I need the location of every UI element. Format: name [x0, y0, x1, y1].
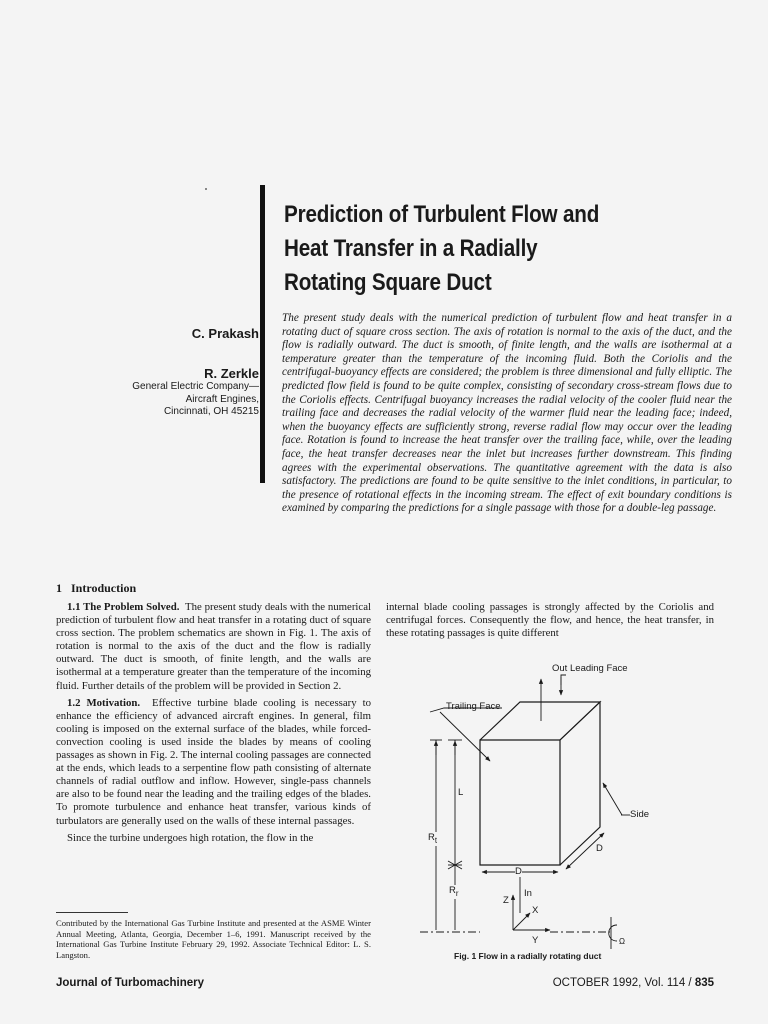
- title-rule: [260, 185, 265, 483]
- affiliation-line: General Electric Company—: [132, 381, 259, 392]
- duct-front-face: [480, 740, 560, 865]
- label-r: R: [449, 885, 456, 896]
- abstract: The present study deals with the numerical prediction of turbulent flow and heat transfer in a rotating duct of square cross section. The axis of rotation is normal to the axis of the duct, and the flow is radially outward. The duct is smooth, of finite length, and the walls are isothermal at a temperature greater than the temperature of the incoming fluid. Both the Coriolis and the centrifugal-buoyancy effects are considered; the problem is three dimensional and fully elliptic. The predicted flow field is found to be quite complex, consisting of secondary cross-stream flows due to the Coriolis effects. Centrifugal buoyancy increases the radial velocity of the cooler fluid near the trailing face and decreases the radial velocity of the warmer fluid near the leading face; indeed, when the buoyancy effects are sufficiently strong, reverse radial flow may occur over the leading face. Rotation is found to increase the heat transfer over the trailing face, while, over the leading face, the heat transfer decreases near the inlet but increases further downstream. This finding agrees with the experimental observations. The quantitative agreement with the data is also satisfactory. The predictions are found to be quite sensitive to the inlet conditions, in particular, to the presence of rotational effects in the incoming stream. The effect of exit boundary conditions is examined by comparing the predictions for a single passage with those for a double-leg passage.: [282, 312, 732, 515]
- section-number: 1: [56, 581, 62, 595]
- label-leading-face: Leading Face: [570, 663, 628, 674]
- label-side: Side: [630, 809, 650, 820]
- label-omega: Ω: [619, 937, 625, 946]
- body-left-column: [56, 601, 371, 845]
- footnote: Contributed by the International Gas Turbine Institute and presented at the ASME Winter Annual Meeting, Atlanta, Georgia, December 1–6, 1991. Manuscript received by the International Gas Turbine Institute February 29, 1992. Associate Technical Editor: L. S. Langston.: [56, 918, 371, 960]
- paragraph-heading: 1.2 Motivation.: [67, 696, 141, 709]
- issue-info: [553, 977, 714, 989]
- label-x-axis: X: [532, 905, 539, 916]
- title-line: Prediction of Turbulent Flow and: [284, 201, 600, 228]
- section-heading: [56, 581, 136, 596]
- journal-name: Journal of Turbomachinery: [56, 977, 205, 989]
- author-prakash: C. Prakash: [191, 326, 259, 341]
- label-d-depth: D: [596, 843, 603, 854]
- label-z-axis: Z: [503, 895, 509, 906]
- label-r-root: [449, 885, 459, 899]
- title-line: Heat Transfer in a Radially: [284, 235, 538, 262]
- paragraph-heading: 1.1 The Problem Solved.: [67, 601, 180, 613]
- body-right-column: internal blade cooling passages is strongly affected by the Coriolis and centrifugal forces. Consequently the flow, and hence, the heat transfer, in these rotating passages is quite different: [386, 601, 714, 640]
- paragraph: [56, 601, 371, 693]
- label-r: R: [428, 832, 435, 843]
- footnote-rule: [56, 912, 128, 913]
- paragraph-text: Effective turbine blade cooling is necessary to enhance the efficiency of advanced aircraft engines. In general, film cooling is imposed on the external surface of the blades, while forced-convection cooling is used inside the blades by means of cooling passages as shown in Fig. 2. The internal cooling passages are connected at the ends, which leads to a serpentine flow path consisting of alternate channels of radial outflow and inflow. However, single-pass channels are also to be found near the leading and the trailing edges of the blades. To promote turbulence and enhance heat transfer, various kinds of turbulators are generally used on the walls of these internal passages.: [56, 696, 371, 827]
- figure-1: [420, 655, 720, 960]
- label-r-subscript: r: [455, 888, 459, 898]
- label-r-subscript: t: [434, 835, 438, 845]
- page-number: 835: [694, 977, 714, 989]
- duct-side-face: [560, 702, 600, 865]
- author-zerkle: R. Zerkle: [204, 366, 259, 381]
- scan-speck: [205, 188, 207, 190]
- label-length: L: [458, 787, 464, 798]
- figure-caption: Fig. 1 Flow in a radially rotating duct: [454, 951, 602, 961]
- paragraph: [56, 832, 371, 845]
- label-trailing-face: Trailing Face: [446, 701, 501, 712]
- label-y-axis: Y: [532, 935, 539, 946]
- issue-date-volume: OCTOBER 1992, Vol. 114 /: [552, 977, 695, 989]
- title-line: Rotating Square Duct: [284, 269, 492, 296]
- label-out: Out: [552, 663, 568, 674]
- affiliation-line: Cincinnati, OH 45215: [163, 406, 259, 417]
- label-in: In: [524, 888, 532, 899]
- affiliation-line: Aircraft Engines,: [185, 393, 259, 405]
- label-d-width: D: [515, 866, 522, 877]
- paragraph-text: Since the turbine undergoes high rotation, the flow in the: [67, 831, 314, 844]
- paper-title: [284, 198, 662, 300]
- author-affiliation: [132, 381, 259, 419]
- label-r-tip: [428, 832, 437, 846]
- paragraph: [56, 697, 371, 828]
- paragraph-text: The present study deals with the numerical prediction of turbulent flow and heat transfer in a rotating duct of square cross section. The problem schematics are shown in Fig. 1. The axis of rotation is normal to the axis of the duct and the flow is radially outward. The duct is smooth, of finite length, and the walls are isothermal at a temperature greater than the temperature of the incoming fluid. Further details of the problem will be provided in Section 2.: [56, 601, 372, 692]
- section-title: Introduction: [71, 581, 137, 595]
